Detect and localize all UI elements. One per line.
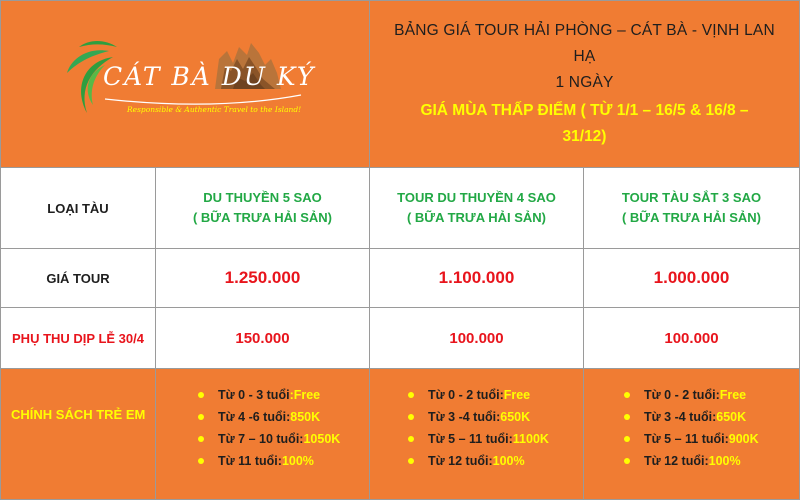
column-meal: ( BỮA TRƯA HẢI SẢN) xyxy=(621,210,762,225)
bullet-icon xyxy=(624,414,630,420)
policy-sep: : xyxy=(277,454,282,468)
policy-age: Từ 5 – 11 tuổi xyxy=(644,432,725,446)
policy-age: Từ 12 tuổi xyxy=(644,454,705,468)
policy-age: Từ 0 - 3 tuổi xyxy=(218,388,290,402)
holiday-surcharge: 100.000 xyxy=(664,329,719,347)
policy-item xyxy=(198,406,340,428)
boat-type-label: LOẠI TÀU xyxy=(47,200,109,216)
children-policy-3-star xyxy=(583,368,800,500)
policy-sep: : xyxy=(499,388,504,402)
policy-item xyxy=(198,384,340,406)
children-policy-5-star xyxy=(155,368,370,500)
table-title-duration: 1 NGÀY xyxy=(555,74,614,91)
children-policy-4-star xyxy=(369,368,584,500)
bullet-icon xyxy=(198,436,204,442)
policy-age: Từ 0 - 2 tuổi xyxy=(644,388,716,402)
price-label: GIÁ TOUR xyxy=(46,270,110,286)
policy-sep: : xyxy=(496,410,501,424)
column-header-4-star xyxy=(369,167,584,249)
policy-value: 1050K xyxy=(303,432,341,446)
season-title-line2: 31/12) xyxy=(562,128,607,145)
boat-type-label-cell xyxy=(0,167,156,249)
children-policy-list xyxy=(198,384,340,472)
column-name: TOUR DU THUYỀN 4 SAO xyxy=(397,190,556,205)
policy-item xyxy=(198,450,340,472)
season-title-line1: GIÁ MÙA THẤP ĐIỂM ( TỪ 1/1 – 16/5 & 16/8 – xyxy=(420,102,749,119)
policy-value: 100% xyxy=(281,454,314,468)
policy-age: Từ 11 tuổi xyxy=(218,454,278,468)
surcharge-cell-3-star xyxy=(583,307,800,369)
brand-name: CÁT BÀ DU KÝ xyxy=(103,62,316,91)
policy-value: 650K xyxy=(500,410,531,424)
children-policy-list xyxy=(408,384,549,472)
bullet-icon xyxy=(198,414,204,420)
bullet-icon xyxy=(624,458,630,464)
policy-sep: : xyxy=(299,432,304,446)
children-policy-list xyxy=(624,384,759,472)
policy-age: Từ 3 -4 tuổi xyxy=(428,410,497,424)
holiday-surcharge: 150.000 xyxy=(235,329,290,347)
policy-age: Từ 12 tuổi xyxy=(428,454,489,468)
policy-sep: : xyxy=(715,388,720,402)
policy-sep: : xyxy=(712,410,717,424)
logo-cell xyxy=(0,0,370,168)
policy-sep: : xyxy=(286,410,291,424)
column-meal: ( BỮA TRƯA HẢI SẢN) xyxy=(406,210,547,225)
title-cell xyxy=(369,0,800,168)
table-title: BẢNG GIÁ TOUR HẢI PHÒNG – CÁT BÀ - VỊNH LAN HẠ xyxy=(394,22,775,65)
policy-value: 100% xyxy=(492,454,525,468)
policy-item xyxy=(408,450,549,472)
children-label-cell xyxy=(0,368,156,500)
policy-value: Free xyxy=(503,388,531,402)
policy-sep: : xyxy=(704,454,709,468)
season-title xyxy=(420,98,748,150)
policy-item xyxy=(408,428,549,450)
policy-item xyxy=(624,428,759,450)
policy-age: Từ 3 -4 tuổi xyxy=(644,410,713,424)
policy-item xyxy=(408,384,549,406)
policy-age: Từ 4 -6 tuổi xyxy=(218,410,287,424)
policy-value: 650K xyxy=(716,410,747,424)
column-header-5-star xyxy=(155,167,370,249)
children-policy-label: CHÍNH SÁCH TRẺ EM xyxy=(11,407,146,422)
column-meal: ( BỮA TRƯA HẢI SẢN) xyxy=(192,210,333,225)
policy-age: Từ 7 – 10 tuổi xyxy=(218,432,300,446)
bullet-icon xyxy=(624,436,630,442)
policy-sep: : xyxy=(508,432,513,446)
surcharge-label-cell xyxy=(0,307,156,369)
policy-age: Từ 0 - 2 tuổi xyxy=(428,388,500,402)
bullet-icon xyxy=(408,458,414,464)
policy-item xyxy=(624,384,759,406)
brand-logo xyxy=(65,29,316,139)
policy-sep: : xyxy=(289,388,294,402)
bullet-icon xyxy=(408,436,414,442)
bullet-icon xyxy=(624,392,630,398)
bullet-icon xyxy=(408,414,414,420)
holiday-surcharge: 100.000 xyxy=(449,329,504,347)
policy-item xyxy=(198,428,340,450)
policy-age: Từ 5 – 11 tuổi xyxy=(428,432,509,446)
column-name: DU THUYỀN 5 SAO xyxy=(203,190,322,205)
surcharge-cell-5-star xyxy=(155,307,370,369)
policy-value: 100% xyxy=(708,454,741,468)
policy-value: Free xyxy=(719,388,747,402)
surcharge-cell-4-star xyxy=(369,307,584,369)
tour-price: 1.250.000 xyxy=(224,268,301,287)
policy-value: 850K xyxy=(290,410,321,424)
price-cell-3-star xyxy=(583,248,800,308)
policy-item xyxy=(624,450,759,472)
policy-sep: : xyxy=(724,432,729,446)
policy-sep: : xyxy=(488,454,493,468)
brand-tagline: Responsible & Authentic Travel to the Island! xyxy=(127,105,302,114)
price-label-cell xyxy=(0,248,156,308)
policy-value: 900K xyxy=(728,432,759,446)
policy-value: 1100K xyxy=(512,432,549,446)
column-header-3-star xyxy=(583,167,800,249)
price-cell-4-star xyxy=(369,248,584,308)
bullet-icon xyxy=(408,392,414,398)
tour-price: 1.100.000 xyxy=(438,268,515,287)
surcharge-label: PHỤ THU DỊP LỄ 30/4 xyxy=(12,330,144,346)
policy-value: Free xyxy=(293,388,321,402)
policy-item xyxy=(408,406,549,428)
price-cell-5-star xyxy=(155,248,370,308)
column-name: TOUR TÀU SẮT 3 SAO xyxy=(621,190,762,205)
tour-price: 1.000.000 xyxy=(653,268,730,287)
policy-item xyxy=(624,406,759,428)
bullet-icon xyxy=(198,458,204,464)
bullet-icon xyxy=(198,392,204,398)
